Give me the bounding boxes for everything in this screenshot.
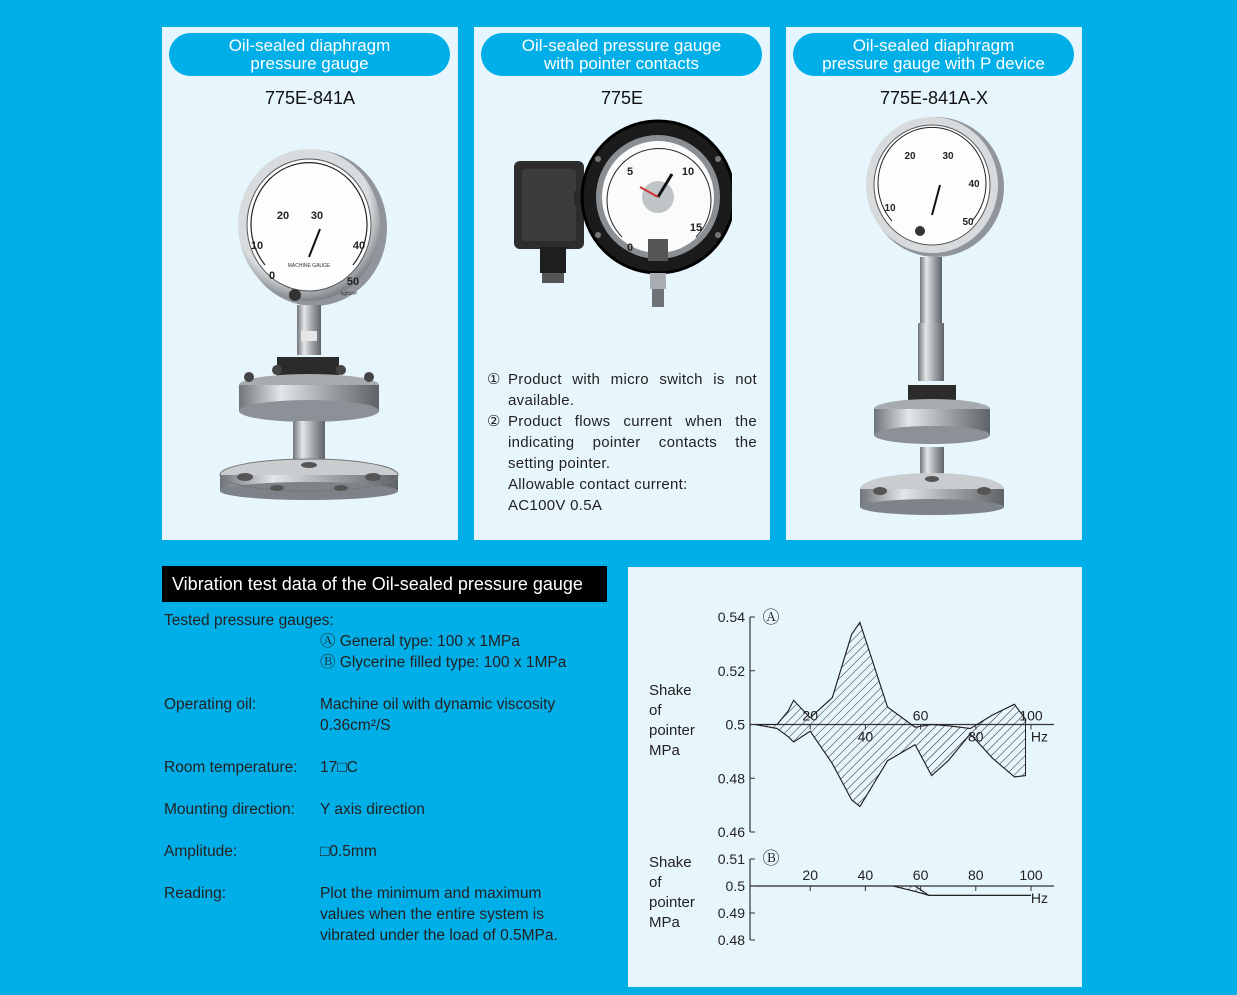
spec-value: values when the entire system is	[320, 906, 544, 923]
product-title-line: pressure gauge	[250, 54, 369, 73]
x-axis-label: Hz	[1030, 728, 1048, 745]
y-axis-label: of	[649, 874, 662, 891]
chart-marker: Ⓐ	[762, 608, 780, 627]
note-mark: ①	[487, 371, 501, 388]
dial-tick-label: 40	[968, 179, 980, 190]
dial-tick-label: 30	[942, 151, 954, 162]
x-tick-label: 100	[1019, 867, 1043, 883]
x-axis-label: Hz	[1030, 890, 1048, 906]
spec-value: □0.5mm	[320, 843, 377, 860]
dial-tick-label: 15	[689, 222, 703, 234]
chart-marker: Ⓑ	[762, 849, 780, 868]
note-mark: ②	[487, 413, 501, 430]
product-notes	[487, 369, 757, 516]
y-tick-label: 0.51	[717, 851, 745, 867]
product-title-line: pressure gauge with P device	[822, 54, 1045, 73]
y-axis-label: MPa	[649, 914, 680, 931]
vibration-band-area	[755, 886, 1031, 895]
y-tick-label: 0.48	[717, 770, 745, 787]
series-line-min	[755, 886, 1031, 895]
note-line: Allowable contact current:	[508, 476, 688, 493]
product-title-pill	[481, 33, 762, 76]
spec-value: Machine oil with dynamic viscosity	[320, 696, 556, 713]
dial-tick-label: 50	[962, 217, 974, 228]
note-item-2	[487, 411, 757, 474]
x-tick-label: 80	[968, 728, 984, 745]
product-title-pill	[169, 33, 450, 76]
spec-value: Ⓑ Glycerine filled type: 100 x 1MPa	[320, 654, 567, 671]
y-axis-label: Shake	[649, 854, 692, 871]
dial-tick-label: 10	[250, 240, 264, 252]
x-tick-label: 60	[912, 707, 929, 724]
vibration-chart-panel	[628, 567, 1082, 987]
dial-tick-label: 10	[884, 203, 896, 214]
p-device-gauge-image	[856, 117, 1006, 517]
spec-value: vibrated under the load of 0.5MPa.	[320, 927, 558, 944]
diaphragm-gauge-image	[217, 145, 402, 500]
dial-unit: kgf/cm²	[340, 291, 358, 297]
x-tick-label: 40	[857, 867, 874, 883]
spec-value: 0.36cm²/S	[320, 717, 391, 734]
spec-value: Ⓐ General type: 100 x 1MPa	[320, 633, 520, 650]
y-tick-label: 0.52	[717, 662, 745, 679]
spec-label: Mounting direction:	[164, 801, 295, 818]
x-tick-label: 20	[802, 707, 818, 724]
y-axis-label: MPa	[649, 742, 680, 759]
y-axis-label: pointer	[649, 722, 695, 739]
x-tick-label: 40	[857, 728, 874, 745]
series-line-max	[755, 886, 1031, 895]
vibration-section-title: Vibration test data of the Oil-sealed pressure gauge	[162, 566, 607, 602]
product-card-775E-841A	[162, 27, 458, 540]
dial-tick-label: 10	[681, 166, 695, 178]
y-tick-label: 0.5	[725, 878, 745, 894]
x-tick-label: 80	[968, 867, 984, 883]
y-axis-label: of	[649, 702, 662, 719]
dial-tick-label: 50	[346, 276, 360, 288]
dial-tick-label: 0	[268, 270, 276, 282]
dial-tick-label: 0	[626, 242, 634, 254]
y-tick-label: 0.54	[717, 609, 745, 625]
spec-label: Tested pressure gauges:	[164, 612, 334, 629]
x-tick-label: 20	[802, 867, 818, 883]
dial-tick-label: 20	[904, 151, 916, 162]
product-title-line: Oil-sealed diaphragm	[228, 36, 391, 55]
product-model: 775E	[600, 88, 644, 108]
spec-label: Room temperature:	[164, 759, 298, 776]
note-text: Product with micro switch is not available.	[508, 371, 757, 409]
y-tick-label: 0.5	[725, 716, 745, 733]
dial-tick-label: 20	[276, 210, 290, 222]
note-line: AC100V 0.5A	[508, 497, 603, 514]
vibration-charts	[628, 567, 1082, 987]
spec-label: Reading:	[164, 885, 227, 902]
dial-tick-label: 5	[626, 166, 634, 178]
y-tick-label: 0.49	[717, 905, 745, 921]
contact-gauge-image	[512, 119, 732, 339]
vibration-band-area	[755, 622, 1026, 806]
spec-value: Y axis direction	[320, 801, 425, 818]
dial-tick-label: 40	[352, 240, 366, 252]
product-card-775E-841A-X	[786, 27, 1082, 540]
product-model: 775E-841A-X	[879, 88, 989, 108]
spec-label: Operating oil:	[164, 696, 257, 713]
product-title-line: Oil-sealed diaphragm	[852, 36, 1015, 55]
x-tick-label: 100	[1019, 707, 1043, 724]
x-tick-label: 60	[912, 867, 929, 883]
spec-value: Plot the minimum and maximum	[320, 885, 542, 902]
y-axis-label: pointer	[649, 894, 695, 911]
note-text: Product flows current when the indicating pointer contacts the setting pointer.	[508, 413, 757, 472]
product-title-line: Oil-sealed pressure gauge	[521, 36, 722, 55]
spec-label: Amplitude:	[164, 843, 238, 860]
product-model: 775E-841A	[264, 88, 356, 108]
y-tick-label: 0.46	[717, 824, 745, 840]
spec-value: 17□C	[320, 759, 358, 776]
product-card-775E	[474, 27, 770, 540]
y-axis-label: Shake	[649, 682, 692, 699]
dial-brand: MACHINE GAUGE	[287, 263, 331, 269]
y-tick-label: 0.48	[717, 932, 745, 948]
product-title-line: with pointer contacts	[544, 54, 699, 73]
note-item-1	[487, 369, 757, 411]
dial-tick-label: 30	[310, 210, 324, 222]
product-title-pill	[793, 33, 1074, 76]
